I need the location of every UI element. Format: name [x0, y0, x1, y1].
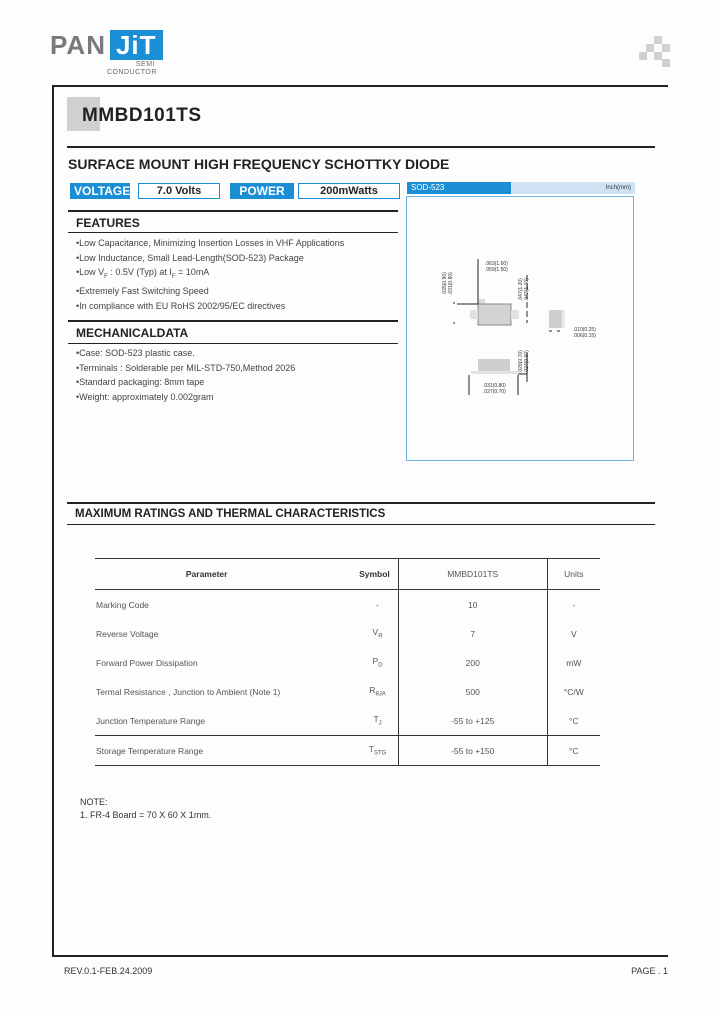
symbol: $V_R$: [372, 627, 383, 640]
param: Storage Temperature Range: [95, 736, 318, 766]
note-block: [80, 796, 211, 822]
mechanical-title: MECHANICALDATA: [76, 326, 189, 340]
dim-lead: [573, 327, 596, 339]
frame-bottom-line: [52, 955, 668, 957]
symbol: $T_J$: [373, 714, 382, 727]
value: 200: [398, 648, 547, 677]
package-units: Inch(mm): [511, 182, 635, 194]
divider: [68, 232, 398, 233]
dim-length: [485, 261, 508, 273]
dim-height-max: .028(0.70): [518, 350, 524, 373]
dim-length-max: .063(1.60): [485, 261, 508, 267]
dim-height: [518, 350, 530, 373]
table-header-row: [95, 559, 600, 590]
note-line: 1. FR-4 Board = 70 X 60 X 1mm.: [80, 810, 212, 820]
divider: [67, 524, 655, 525]
dim-body-min: .027(0.70): [483, 389, 506, 395]
dim-width-max: .035(0.90): [442, 272, 448, 295]
feature-item: • Extremely Fast Switching Speed: [76, 284, 344, 299]
dim-width: [442, 272, 454, 295]
feature-item: • Low Capacitance, Minimizing Insertion Losses in VHF Applications: [76, 236, 344, 251]
unit: °C/W: [563, 686, 584, 697]
mechanical-list: [76, 346, 295, 404]
table-row: [95, 736, 600, 766]
features-title: FEATURES: [76, 216, 140, 230]
header-part: MMBD101TS: [398, 559, 547, 590]
frame-left-line: [52, 85, 54, 956]
dim-overall: [518, 278, 530, 301]
dim-height-min: .024(0.60): [524, 350, 530, 373]
package-outline-diagram: [406, 196, 634, 461]
dim-width-min: .031(0.80): [448, 272, 454, 295]
mechanical-item: • Case: SOD-523 plastic case.: [76, 346, 295, 361]
symbol: $T_{STG}$: [318, 736, 398, 766]
param: Junction Temperature Range: [96, 715, 205, 726]
logo-jit: JiT: [110, 30, 163, 60]
divider: [67, 502, 655, 504]
device-subtitle: SURFACE MOUNT HIGH FREQUENCY SCHOTTKY DIODE: [68, 156, 450, 172]
value: 10: [398, 590, 547, 620]
ratings-table: [95, 558, 600, 766]
dim-lead-min: .006(0.15): [573, 333, 596, 339]
table-row: [95, 590, 600, 620]
sod523-drawing-icon: [407, 197, 633, 460]
param: Reverse Voltage: [96, 628, 159, 639]
value: -55 to +150: [398, 736, 547, 766]
logo-sub-conductor: CONDUCTOR: [107, 69, 157, 76]
revision-label: REV.0.1-FEB.24.2009: [64, 966, 153, 976]
value: 500: [398, 677, 547, 706]
divider: [67, 146, 655, 148]
note-title: NOTE:: [80, 797, 108, 807]
mechanical-item: • Standard packaging: 8mm tape: [76, 375, 295, 390]
dim-overall-max: .047(1.20): [518, 278, 524, 301]
page-number: PAGE . 1: [631, 966, 668, 976]
dim-lead-max: .010(0.25): [573, 327, 596, 333]
unit: °C: [569, 715, 579, 726]
mechanical-item: • Weight: approximately 0.002gram: [76, 390, 295, 405]
param: Termal Resistance , Junction to Ambient (Note 1): [96, 686, 281, 697]
mechanical-item: • Terminals : Solderable per MIL-STD-750,Method 2026: [76, 361, 295, 376]
table-row: [95, 677, 600, 706]
feature-item: • Low $V_F$ : 0.5V (Typ) at $I_F = 10mA$: [76, 265, 344, 284]
param: Forward Power Dissipation: [96, 657, 198, 668]
value: -55 to +125: [398, 706, 547, 736]
company-logo: [50, 30, 163, 60]
feature-item: • In compliance with EU RoHS 2002/95/EC directives: [76, 299, 344, 314]
value: 7: [398, 619, 547, 648]
header-symbol: Symbol: [318, 559, 398, 590]
features-list: [76, 236, 344, 313]
logo-pan: PAN: [50, 30, 106, 60]
divider: [68, 320, 398, 322]
symbol: -: [376, 599, 379, 610]
table-row: [95, 706, 600, 736]
divider: [68, 210, 398, 212]
table-row: [95, 648, 600, 677]
symbol: $P_D$: [372, 656, 383, 669]
dim-length-min: .059(1.50): [485, 267, 508, 273]
power-label: POWER: [230, 183, 294, 199]
ratings-title: MAXIMUM RATINGS AND THERMAL CHARACTERISTICS: [75, 508, 386, 520]
param: Marking Code: [96, 599, 149, 610]
part-number-title: MMBD101TS: [82, 105, 202, 126]
logo-subtitle: [107, 61, 155, 77]
symbol: $R_{\theta JA}$: [369, 685, 386, 698]
dim-body-max: .031(0.80): [483, 383, 506, 389]
unit: mW: [566, 657, 582, 668]
divider: [68, 343, 398, 344]
voltage-label: VOLTAGE: [70, 183, 130, 199]
voltage-value: 7.0 Volts: [138, 183, 220, 199]
unit: V: [570, 628, 577, 639]
feature-item: • Low Inductance, Small Lead-Length(SOD-523) Package: [76, 251, 344, 266]
table-row: [95, 619, 600, 648]
unit: °C: [547, 736, 600, 766]
unit: -: [572, 599, 576, 610]
package-name: SOD-523: [407, 182, 511, 194]
logo-sub-semi: SEMI: [135, 61, 155, 68]
power-value: 200mWatts: [298, 183, 400, 199]
header-parameter: Parameter: [95, 559, 318, 590]
dim-overall-min: .043(1.10): [524, 278, 530, 301]
dim-body: [483, 383, 506, 395]
header-units: Units: [547, 559, 600, 590]
frame-top-line: [52, 85, 668, 87]
